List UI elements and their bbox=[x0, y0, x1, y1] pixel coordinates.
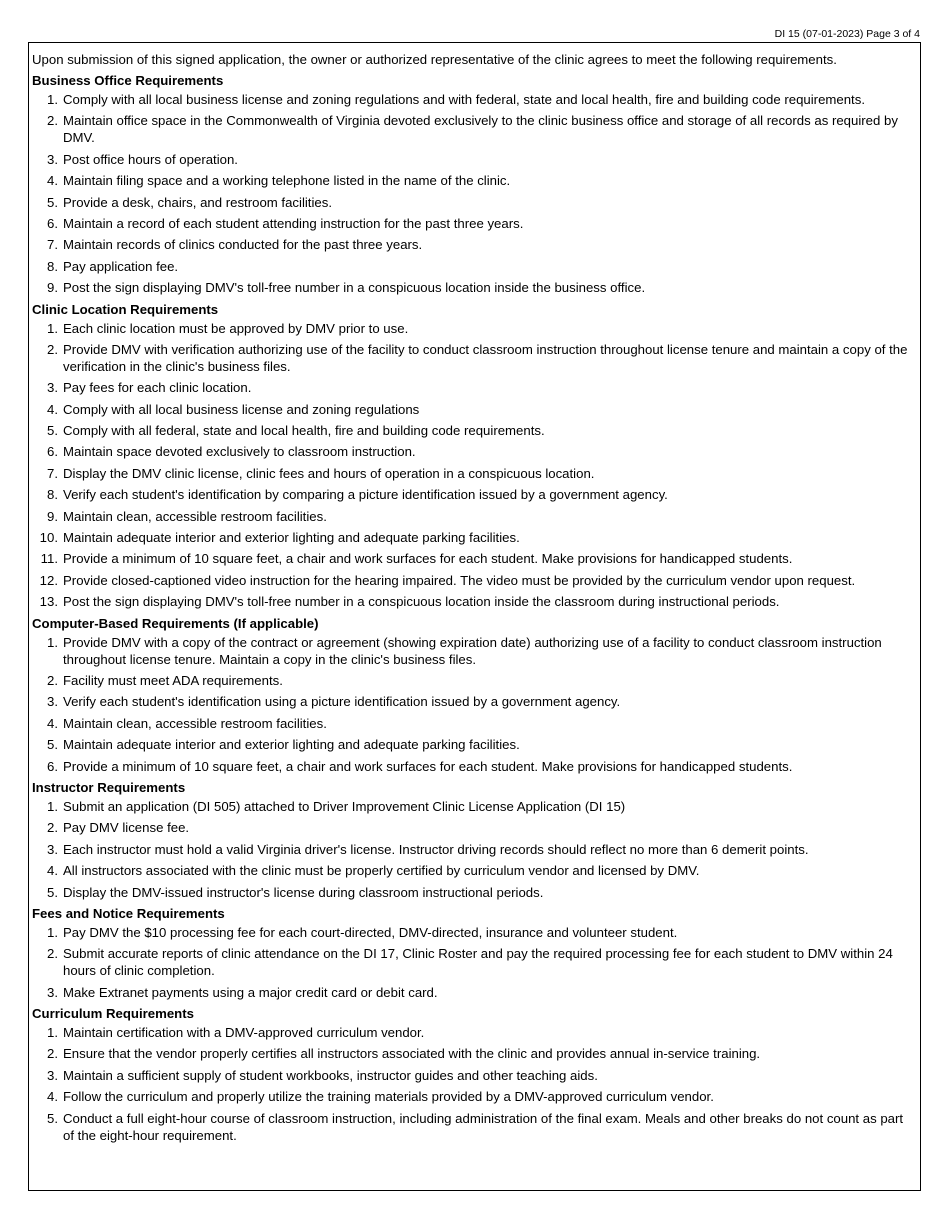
list-item-text: Pay fees for each clinic location. bbox=[63, 380, 252, 396]
section bbox=[32, 905, 920, 1001]
list-item bbox=[32, 1110, 920, 1144]
list-item-number: 6. bbox=[47, 444, 58, 460]
list-item-text: All instructors associated with the clinic must be properly certified by curriculum vendor and licensed by DMV. bbox=[63, 863, 700, 879]
intro-text: Upon submission of this signed application, the owner or authorized representative of the clinic agrees to meet the following requirements. bbox=[32, 52, 837, 67]
list-item-number: 3. bbox=[47, 151, 58, 167]
list-item-number: 2. bbox=[47, 946, 58, 962]
list-item-text: Make Extranet payments using a major credit card or debit card. bbox=[63, 984, 438, 1000]
list-item bbox=[32, 465, 920, 482]
list-item-text: Verify each student's identification using a picture identification issued by a government agency. bbox=[63, 694, 621, 710]
list-item bbox=[32, 1088, 920, 1105]
list-item-number: 6. bbox=[47, 758, 58, 774]
list-item bbox=[32, 841, 920, 858]
form-identifier: DI 15 (07-01-2023) Page 3 of 4 bbox=[774, 28, 920, 40]
list-item bbox=[32, 715, 920, 732]
list-item-number: 2. bbox=[47, 672, 58, 688]
list-item-text: Provide DMV with a copy of the contract or agreement (showing expiration date) authorizing use of a facility to conduct classroom instruction throughout license tenure. Maintain a copy in the clinic's business files. bbox=[63, 634, 882, 667]
list-item-number: 2. bbox=[47, 113, 58, 129]
list-item-number: 5. bbox=[47, 423, 58, 439]
list-item-text: Comply with all local business license and zoning regulations bbox=[63, 401, 420, 417]
list-item-text: Post the sign displaying DMV's toll-free number in a conspicuous location inside the business office. bbox=[63, 280, 646, 296]
list-item-text: Provide a minimum of 10 square feet, a chair and work surfaces for each student. Make provisions for handicapped students. bbox=[63, 551, 793, 567]
requirement-list bbox=[32, 924, 920, 1001]
list-item-text: Maintain adequate interior and exterior lighting and adequate parking facilities. bbox=[63, 530, 520, 546]
list-item bbox=[32, 672, 920, 689]
section-title: Curriculum Requirements bbox=[32, 1006, 194, 1022]
list-item-number: 6. bbox=[47, 215, 58, 231]
list-item-text: Verify each student's identification by comparing a picture identification issued by a government agency. bbox=[63, 487, 668, 503]
list-item bbox=[32, 258, 920, 275]
list-item-text: Provide DMV with verification authorizing use of the facility to conduct classroom instruction throughout license tenure and maintain a copy of the verification in the clinic's business files. bbox=[63, 341, 908, 374]
list-item bbox=[32, 1045, 920, 1062]
list-item bbox=[32, 798, 920, 815]
list-item bbox=[32, 112, 920, 146]
list-item bbox=[32, 422, 920, 439]
section bbox=[32, 1005, 920, 1144]
list-item-text: Submit accurate reports of clinic attendance on the DI 17, Clinic Roster and pay the required processing fee for each student to DMV within 24 hours of clinic completion. bbox=[63, 946, 893, 979]
list-item-text: Maintain filing space and a working telephone listed in the name of the clinic. bbox=[63, 173, 511, 189]
list-item bbox=[32, 172, 920, 189]
list-item bbox=[32, 550, 920, 567]
list-item-text: Comply with all federal, state and local health, fire and building code requirements. bbox=[63, 423, 545, 439]
list-item-number: 13. bbox=[39, 594, 58, 610]
requirement-list bbox=[32, 634, 920, 775]
list-item bbox=[32, 758, 920, 775]
list-item bbox=[32, 401, 920, 418]
list-item-text: Each clinic location must be approved by DMV prior to use. bbox=[63, 320, 409, 336]
list-item-number: 3. bbox=[47, 984, 58, 1000]
list-item-number: 9. bbox=[47, 508, 58, 524]
section-title: Instructor Requirements bbox=[32, 779, 186, 795]
list-item-text: Display the DMV-issued instructor's license during classroom instructional periods. bbox=[63, 884, 544, 900]
list-item-number: 3. bbox=[47, 1067, 58, 1083]
list-item-number: 1. bbox=[47, 1025, 58, 1041]
list-item-number: 2. bbox=[47, 820, 58, 836]
list-item-number: 3. bbox=[47, 694, 58, 710]
list-item-number: 1. bbox=[47, 634, 58, 650]
list-item bbox=[32, 819, 920, 836]
list-item bbox=[32, 1024, 920, 1041]
list-item-text: Post the sign displaying DMV's toll-free number in a conspicuous location inside the classroom during instructional periods. bbox=[63, 594, 780, 610]
list-item bbox=[32, 945, 920, 979]
requirement-list bbox=[32, 798, 920, 901]
list-item-number: 1. bbox=[47, 798, 58, 814]
list-item bbox=[32, 529, 920, 546]
list-item-text: Facility must meet ADA requirements. bbox=[63, 672, 283, 688]
list-item bbox=[32, 194, 920, 211]
list-item bbox=[32, 508, 920, 525]
section-title: Computer-Based Requirements (If applicable) bbox=[32, 615, 319, 631]
list-item bbox=[32, 341, 920, 375]
section bbox=[32, 615, 920, 775]
list-item-number: 4. bbox=[47, 863, 58, 879]
list-item-number: 10. bbox=[39, 530, 58, 546]
list-item bbox=[32, 862, 920, 879]
list-item-text: Provide a desk, chairs, and restroom facilities. bbox=[63, 194, 332, 210]
list-item-number: 4. bbox=[47, 1089, 58, 1105]
list-item-number: 1. bbox=[47, 320, 58, 336]
list-item-text: Submit an application (DI 505) attached to Driver Improvement Clinic License Application (DI 15) bbox=[63, 798, 626, 814]
list-item bbox=[32, 634, 920, 668]
list-item-text: Provide closed-captioned video instruction for the hearing impaired. The video must be provided by the curriculum vendor upon request. bbox=[63, 572, 856, 588]
list-item-text: Ensure that the vendor properly certifies all instructors associated with the clinic and provides annual in-service training. bbox=[63, 1046, 761, 1062]
list-item-text: Maintain space devoted exclusively to classroom instruction. bbox=[63, 444, 416, 460]
list-item-number: 5. bbox=[47, 884, 58, 900]
list-item-number: 9. bbox=[47, 280, 58, 296]
list-item-number: 5. bbox=[47, 1110, 58, 1126]
list-item-text: Pay DMV the $10 processing fee for each court-directed, DMV-directed, insurance and volunteer student. bbox=[63, 924, 678, 940]
list-item bbox=[32, 693, 920, 710]
list-item-text: Maintain certification with a DMV-approved curriculum vendor. bbox=[63, 1025, 425, 1041]
list-item bbox=[32, 572, 920, 589]
list-item-text: Conduct a full eight-hour course of classroom instruction, including administration of the final exam. Meals and other breaks do not count as part of the eight-hour requirement. bbox=[63, 1110, 904, 1143]
section bbox=[32, 72, 920, 296]
list-item-number: 3. bbox=[47, 841, 58, 857]
list-item-text: Each instructor must hold a valid Virginia driver's license. Instructor driving records should reflect no more than 6 demerit points. bbox=[63, 841, 809, 857]
list-item bbox=[32, 443, 920, 460]
list-item-number: 8. bbox=[47, 487, 58, 503]
list-item-text: Display the DMV clinic license, clinic fees and hours of operation in a conspicuous location. bbox=[63, 465, 595, 481]
list-item-text: Maintain records of clinics conducted for the past three years. bbox=[63, 237, 423, 253]
list-item-text: Maintain office space in the Commonwealth of Virginia devoted exclusively to the clinic business office and storage of all records as required by DMV. bbox=[63, 113, 898, 146]
list-item bbox=[32, 236, 920, 253]
list-item-text: Maintain clean, accessible restroom facilities. bbox=[63, 508, 327, 524]
list-item-text: Follow the curriculum and properly utilize the training materials provided by a DMV-approved curriculum vendor. bbox=[63, 1089, 714, 1105]
list-item-text: Post office hours of operation. bbox=[63, 151, 238, 167]
list-item-text: Maintain a record of each student attending instruction for the past three years. bbox=[63, 215, 524, 231]
requirement-list bbox=[32, 320, 920, 611]
section-title: Clinic Location Requirements bbox=[32, 301, 219, 317]
list-item-number: 4. bbox=[47, 715, 58, 731]
requirement-list bbox=[32, 1024, 920, 1144]
list-item-number: 4. bbox=[47, 173, 58, 189]
list-item bbox=[32, 320, 920, 337]
list-item-text: Pay DMV license fee. bbox=[63, 820, 190, 836]
section-title: Business Office Requirements bbox=[32, 73, 224, 88]
list-item-text: Maintain clean, accessible restroom facilities. bbox=[63, 715, 327, 731]
list-item-text: Comply with all local business license and zoning regulations and with federal, state and local health, fire and building code requirements. bbox=[63, 92, 865, 107]
list-item bbox=[32, 151, 920, 168]
list-item bbox=[32, 279, 920, 296]
list-item bbox=[32, 91, 920, 108]
section-title: Fees and Notice Requirements bbox=[32, 905, 225, 921]
list-item bbox=[32, 379, 920, 396]
section bbox=[32, 779, 920, 901]
list-item bbox=[32, 924, 920, 941]
list-item bbox=[32, 215, 920, 232]
list-item bbox=[32, 486, 920, 503]
list-item-text: Pay application fee. bbox=[63, 258, 179, 274]
list-item-number: 12. bbox=[39, 572, 58, 588]
list-item-text: Maintain adequate interior and exterior lighting and adequate parking facilities. bbox=[63, 737, 520, 753]
list-item-number: 11. bbox=[40, 551, 58, 567]
list-item-number: 3. bbox=[47, 380, 58, 396]
list-item-number: 5. bbox=[47, 737, 58, 753]
list-item bbox=[32, 1067, 920, 1084]
list-item-number: 7. bbox=[47, 465, 58, 481]
section bbox=[32, 301, 920, 611]
list-item-number: 2. bbox=[47, 1046, 58, 1062]
list-item-text: Provide a minimum of 10 square feet, a chair and work surfaces for each student. Make provisions for handicapped students. bbox=[63, 758, 793, 774]
list-item-text: Maintain a sufficient supply of student workbooks, instructor guides and other teaching aids. bbox=[63, 1067, 598, 1083]
list-item-number: 2. bbox=[47, 341, 58, 357]
requirements-sections bbox=[32, 72, 920, 1144]
requirements-box bbox=[28, 42, 921, 1191]
list-item-number: 1. bbox=[47, 92, 58, 107]
list-item bbox=[32, 884, 920, 901]
list-item-number: 4. bbox=[47, 401, 58, 417]
list-item bbox=[32, 736, 920, 753]
list-item-number: 7. bbox=[47, 237, 58, 253]
requirement-list bbox=[32, 91, 920, 296]
list-item bbox=[32, 593, 920, 610]
list-item-number: 1. bbox=[47, 924, 58, 940]
list-item-number: 5. bbox=[47, 194, 58, 210]
list-item bbox=[32, 984, 920, 1001]
list-item-number: 8. bbox=[47, 258, 58, 274]
